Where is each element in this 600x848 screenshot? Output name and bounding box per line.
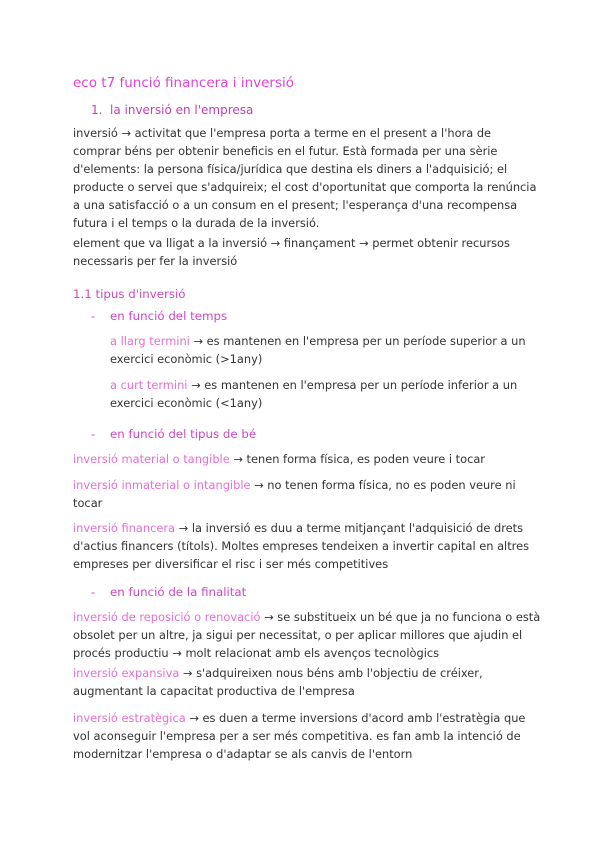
text-line: d'elements: la persona física/jurídica que destina els diners a l'adquisició; el	[73, 162, 508, 176]
term-inversio-material: inversió material o tangible	[73, 452, 230, 466]
item-inversio-immaterial	[73, 476, 533, 512]
text-line: tocar	[73, 496, 103, 510]
page-title: eco t7 funció financera i inversió	[73, 75, 295, 91]
text-line: exercici econòmic (<1any)	[110, 396, 263, 410]
text-line: a una satisfacció o a un consum en el present; l'esperança d'una recompensa	[73, 198, 518, 212]
text-line: obsolet per un altre, ja sigui per necessitat, o per aplicar millores que ajudin el	[73, 628, 523, 642]
text-line: exercici econòmic (>1any)	[110, 352, 263, 366]
term-inversio-expansiva: inversió expansiva	[73, 666, 180, 680]
definition-text: → se substitueix un bé que ja no funciona o està	[260, 610, 541, 624]
definition-text: → no tenen forma física, no es poden veure ni	[250, 478, 516, 492]
subsection-heading: 1.1 tipus d'inversió	[73, 287, 186, 301]
text-line: producte o servei que s'adquireix; el cost d'oportunitat que comporta la renúncia	[73, 180, 537, 194]
definition-text: → es mantenen en l'empresa per un període superior a un	[189, 334, 526, 348]
item-curt-termini	[110, 376, 540, 412]
item-llarg-termini	[110, 332, 540, 368]
text-line: vol aconseguir l'empresa per a ser més competitiva. es fan amb la intenció de	[73, 729, 521, 743]
definition-text: → s'adquireixen nous béns amb l'objectiu de créixer,	[179, 666, 483, 680]
item-inversio-reposicio	[73, 608, 541, 662]
paragraph-inversio	[73, 124, 537, 232]
definition-text: → tenen forma física, es poden veure i tocar	[229, 452, 485, 466]
text-line: futura i el temps o la durada de la inversió.	[73, 216, 320, 230]
text-line: augmentant la capacitat productiva de l'empresa	[73, 684, 355, 698]
text-line: modernitzar l'empresa o d'adaptar se als canvis de l'entorn	[73, 747, 413, 761]
section-heading: la inversió en l'empresa	[110, 103, 254, 117]
term-llarg-termini: a llarg termini	[110, 334, 190, 348]
bullet-dash: -	[91, 585, 96, 599]
term-inversio-reposicio: inversió de reposició o renovació	[73, 610, 261, 624]
term-inversio-immaterial: inversió inmaterial o intangible	[73, 478, 251, 492]
item-inversio-estrategica	[73, 709, 533, 763]
section-number: 1.	[91, 103, 103, 117]
item-inversio-financera	[73, 519, 533, 573]
bullet-label-tipus-be: en funció del tipus de bé	[110, 427, 257, 441]
bullet-dash: -	[91, 309, 96, 323]
text-line: comprar béns per obtenir beneficis en el futur. Està formada per una sèrie	[73, 144, 498, 158]
item-inversio-expansiva	[73, 664, 533, 700]
bullet-dash: -	[91, 427, 96, 441]
text-line: necessaris per fer la inversió	[73, 254, 238, 268]
text-line: d'actius financers (títols). Moltes empreses tendeixen a invertir capital en altres	[73, 539, 530, 553]
text-line: inversió → activitat que l'empresa porta a terme en el present a l'hora de	[73, 126, 492, 140]
paragraph-element	[73, 234, 533, 270]
definition-text: → es duen a terme inversions d'acord amb l'estratègia que	[185, 711, 526, 725]
text-line: element que va lligat a la inversió → finançament → permet obtenir recursos	[73, 236, 510, 250]
item-inversio-material	[73, 450, 533, 468]
term-inversio-financera: inversió financera	[73, 521, 176, 535]
text-line: empreses per diversificar el risc i ser més competitives	[73, 557, 389, 571]
bullet-label-temps: en funció del temps	[110, 309, 228, 323]
definition-text: → la inversió es duu a terme mitjançant l'adquisició de drets	[175, 521, 524, 535]
term-inversio-estrategica: inversió estratègica	[73, 711, 186, 725]
term-curt-termini: a curt termini	[110, 378, 188, 392]
bullet-label-finalitat: en funció de la finalitat	[110, 585, 247, 599]
definition-text: → es mantenen en l'empresa per un període inferior a un	[187, 378, 518, 392]
text-line: procés productiu → molt relacionat amb els avenços tecnològics	[73, 646, 440, 660]
